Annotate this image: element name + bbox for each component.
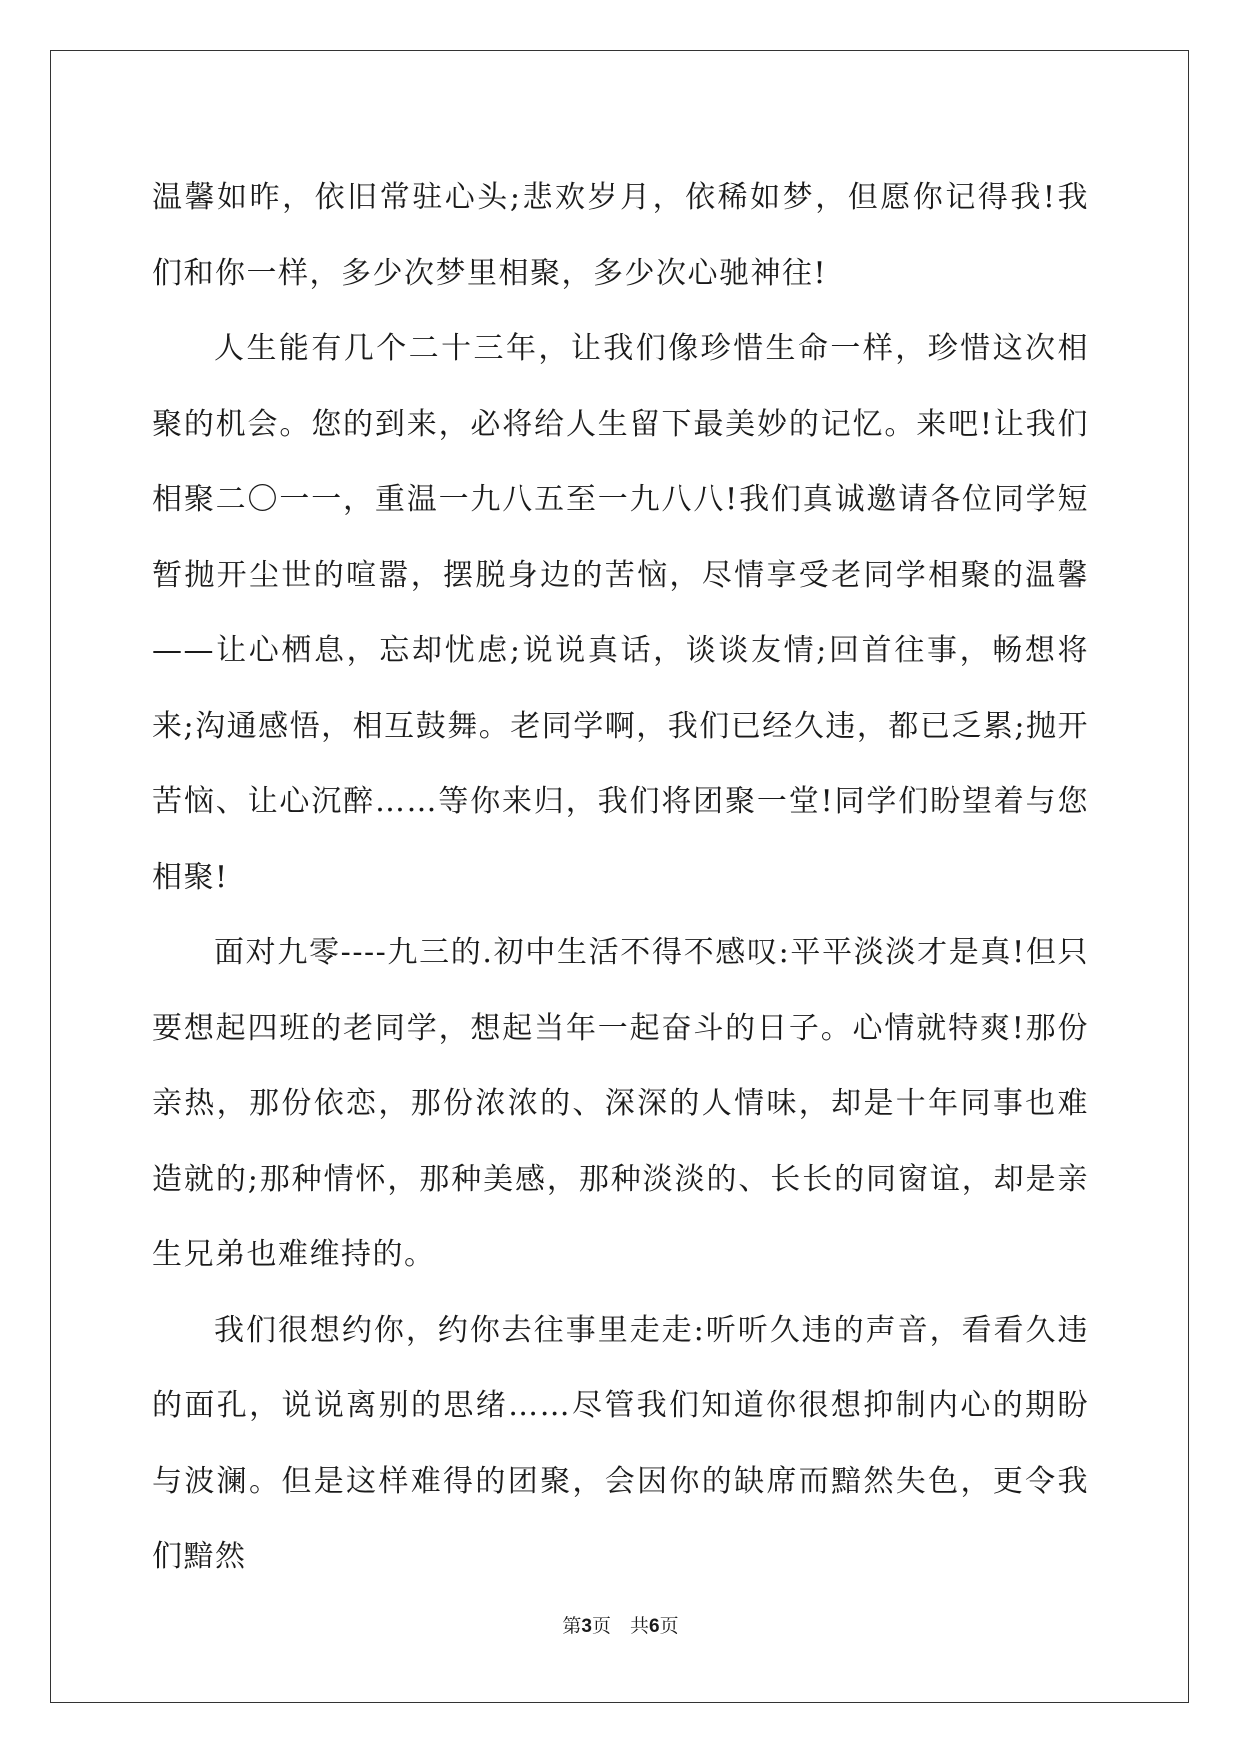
current-page-number: 3 — [581, 1616, 592, 1637]
paragraph-1: 温馨如昨，依旧常驻心头;悲欢岁月，依稀如梦，但愿你记得我!我们和你一样，多少次梦里相聚，多少次心驰神往! — [152, 180, 1089, 291]
paragraph-4: 我们很想约你，约你去往事里走走:听听久违的声音，看看久违的面孔，说说离别的思绪……尽管我们知道你很想抑制内心的期盼与波澜。但是这样难得的团聚，会因你的缺席而黯然失色，更令我们黯然 — [152, 1312, 1089, 1574]
total-pages-number: 6 — [649, 1616, 660, 1637]
paragraph-2: 人生能有几个二十三年，让我们像珍惜生命一样，珍惜这次相聚的机会。您的到来，必将给人生留下最美妙的记忆。来吧!让我们相聚二〇一一，重温一九八五至一九八八!我们真诚邀请各位同学短暂抛开尘世的喧嚣，摆脱身边的苦恼，尽情享受老同学相聚的温馨——让心栖息，忘却忧虑;说说真话，谈谈友情;回首往事，畅想将来;沟通感悟，相互鼓舞。老同学啊，我们已经久违，都已乏累;抛开苦恼、让心沉醉……等你来归，我们将团聚一堂!同学们盼望着与您相聚! — [152, 331, 1089, 895]
footer-prefix: 第 — [562, 1615, 582, 1637]
footer-suffix: 页 — [659, 1615, 679, 1637]
page-footer — [0, 1611, 1241, 1638]
document-body — [152, 160, 1089, 1595]
footer-middle: 页 共 — [591, 1615, 649, 1637]
paragraph-3: 面对九零----九三的.初中生活不得不感叹:平平淡淡才是真!但只要想起四班的老同学，想起当年一起奋斗的日子。心情就特爽!那份亲热，那份依恋，那份浓浓的、深深的人情味，却是十年同事也难造就的;那种情怀，那种美感，那种淡淡的、长长的同窗谊，却是亲生兄弟也难维持的。 — [152, 935, 1089, 1272]
